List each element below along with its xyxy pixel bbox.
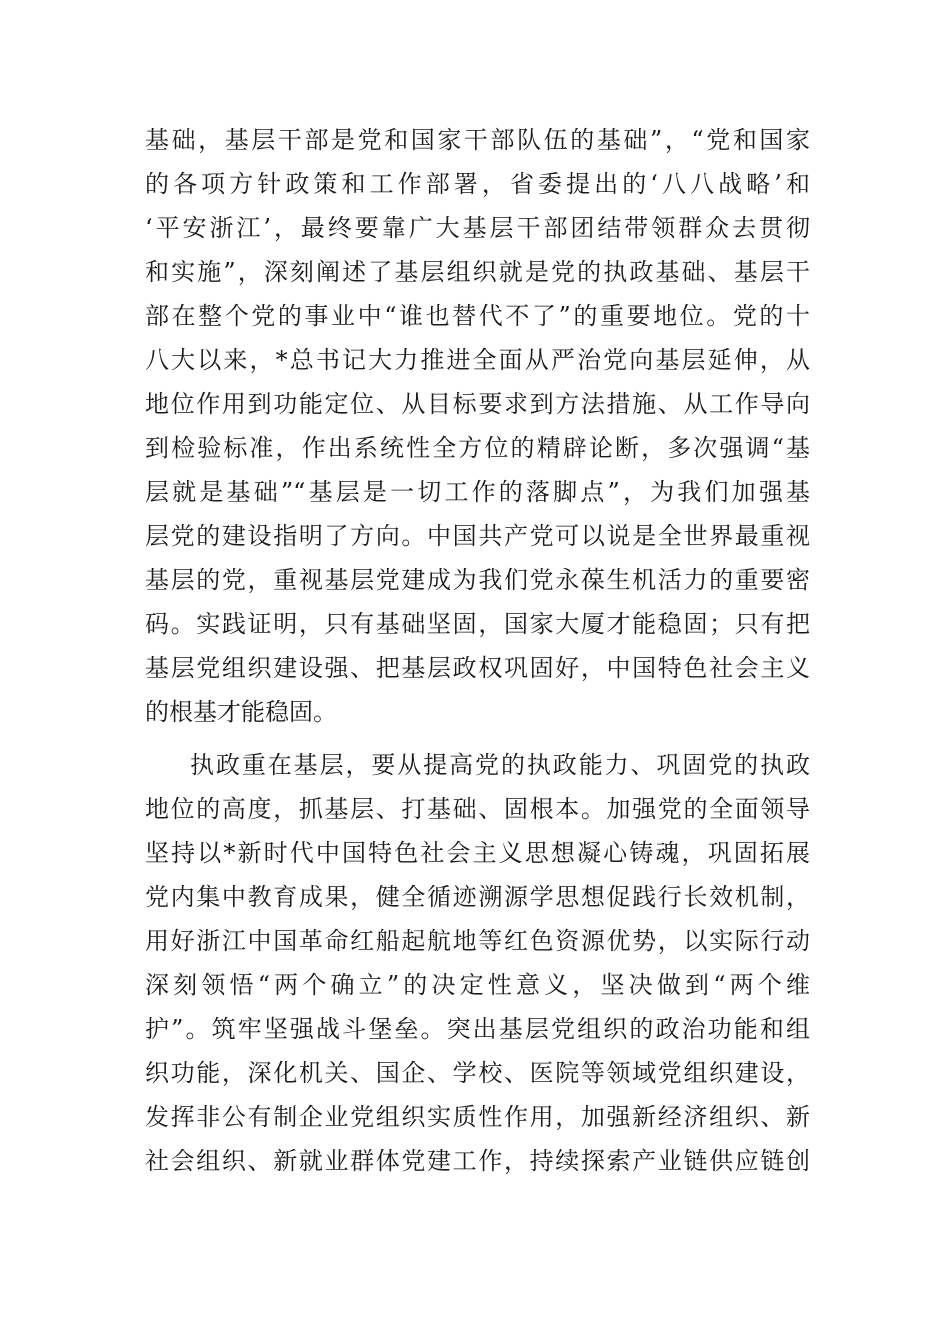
text-line: 护”。筑牢坚强战斗堡垒。突出基层党组织的政治功能和组 (145, 1015, 810, 1043)
text-line: 部在整个党的事业中“谁也替代不了”的重要地位。党的十 (145, 302, 810, 330)
text-line: 和实施”，深刻阐述了基层组织就是党的执政基础、基层干 (145, 258, 810, 286)
text-line: 基层党组织建设强、把基层政权巩固好，中国特色社会主义 (145, 654, 810, 682)
paragraph (145, 118, 810, 734)
text-line: 发挥非公有制企业党组织实质性作用，加强新经济组织、新 (145, 1103, 810, 1131)
text-line: 党内集中教育成果，健全循迹溯源学思想促践行长效机制， (145, 883, 810, 911)
text-line: 的各项方针政策和工作部署，省委提出的‘八八战略’和 (145, 170, 810, 198)
paragraph (145, 743, 810, 1183)
text-line: 的根基才能稳固。 (145, 698, 337, 726)
text-line: 八大以来，*总书记大力推进全面从严治党向基层延伸，从 (145, 346, 810, 374)
text-line: ‘平安浙江’，最终要靠广大基层干部团结带领群众去贯彻 (145, 214, 810, 242)
text-line: 地位作用到功能定位、从目标要求到方法措施、从工作导向 (145, 390, 810, 418)
paragraph-spacer (145, 734, 810, 743)
text-line: 织功能，深化机关、国企、学校、医院等领域党组织建设， (145, 1059, 810, 1087)
text-line: 层党的建设指明了方向。中国共产党可以说是全世界最重视 (145, 522, 810, 550)
text-line: 基础，基层干部是党和国家干部队伍的基础”，“党和国家 (145, 126, 810, 154)
text-line: 深刻领悟“两个确立”的决定性意义，坚决做到“两个维 (145, 971, 810, 999)
text-line: 到检验标准，作出系统性全方位的精辟论断，多次强调“基 (145, 434, 810, 462)
text-line: 坚持以*新时代中国特色社会主义思想凝心铸魂，巩固拓展 (145, 839, 810, 867)
text-line: 层就是基础”“基层是一切工作的落脚点”，为我们加强基 (145, 478, 810, 506)
text-line: 执政重在基层，要从提高党的执政能力、巩固党的执政 (190, 751, 810, 779)
text-line: 社会组织、新就业群体党建工作，持续探索产业链供应链创 (145, 1147, 810, 1175)
text-line: 地位的高度，抓基层、打基础、固根本。加强党的全面领导 (145, 795, 810, 823)
text-line: 基层的党，重视基层党建成为我们党永葆生机活力的重要密 (145, 566, 810, 594)
text-line: 用好浙江中国革命红船起航地等红色资源优势，以实际行动 (145, 927, 810, 955)
text-line: 码。实践证明，只有基础坚固，国家大厦才能稳固；只有把 (145, 610, 810, 638)
document-body (145, 118, 810, 1183)
